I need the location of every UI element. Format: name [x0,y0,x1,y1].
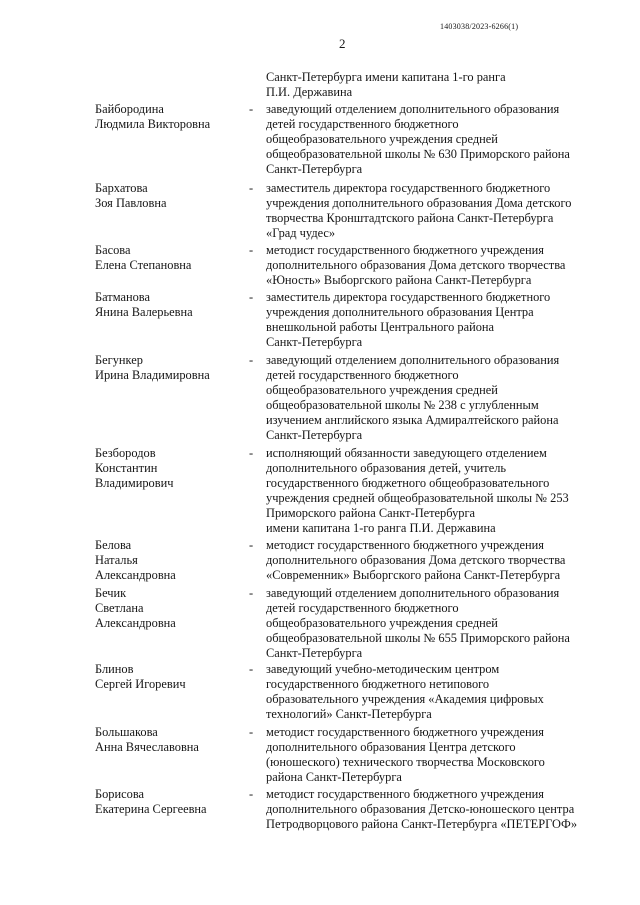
person-name: Бечик Светлана Александровна [95,586,176,630]
position-description: исполняющий обязанности заведующего отделением дополнительного образования детей, учитель государственного бюджетного общеобразовательного учреждения средней общеобразовательной школы № 253 Приморского района Санкт-Петербурга имени капитана 1-го ранга П.И. Державина [266,446,569,535]
continuation-text: Санкт-Петербурга имени капитана 1-го ранга П.И. Державина [266,70,506,99]
separator-dash: - [249,787,254,801]
person-name: Байбородина Людмила Викторовна [95,102,211,131]
separator-dash: - [249,662,254,676]
person-name: Басова Елена Степановна [95,243,192,272]
separator-dash: - [249,353,254,367]
position-description: методист государственного бюджетного учреждения дополнительного образования Центра детского (юношеского) технического творчества Московского района Санкт-Петербурга [266,725,545,784]
person-name: Бегункер Ирина Владимировна [95,353,210,382]
person-name: Борисова Екатерина Сергеевна [95,787,207,816]
position-description: заместитель директора государственного бюджетного учреждения дополнительного образования Центра внешкольной работы Центрального района Санкт-Петербурга [266,290,551,349]
separator-dash: - [249,725,254,739]
separator-dash: - [249,102,254,116]
separator-dash: - [249,243,254,257]
person-name: Бархатова Зоя Павловна [95,181,167,210]
separator-dash: - [249,290,254,304]
position-description: заместитель директора государственного бюджетного учреждения дополнительного образования Дома детского творчества Кронштадтского района Санкт-Петербурга «Град чудес» [266,181,572,240]
person-name: Батманова Янина Валерьевна [95,290,193,319]
person-name: Белова Наталья Александровна [95,538,176,582]
position-description: заведующий учебно-методическим центром государственного бюджетного нетипового образовательного учреждения «Академия цифровых технологий» Санкт-Петербурга [266,662,544,721]
position-description: заведующий отделением дополнительного образования детей государственного бюджетного общеобразовательного учреждения средней общеобразовательной школы № 655 Приморского района Санкт-Петербурга [266,586,570,660]
separator-dash: - [249,538,254,552]
separator-dash: - [249,446,254,460]
position-description: заведующий отделением дополнительного образования детей государственного бюджетного общеобразовательного учреждения средней общеобразовательной школы № 630 Приморского района Санкт-Петербурга [266,102,570,176]
position-description: заведующий отделением дополнительного образования детей государственного бюджетного общеобразовательного учреждения средней общеобразовательной школы № 238 с углубленным изучением английского языка Адмиралтейского района Санкт-Петербурга [266,353,560,442]
document-id: 1403038/2023-6266(1) [440,22,519,31]
person-name: Безбородов Константин Владимирович [95,446,174,490]
separator-dash: - [249,181,254,195]
position-description: методист государственного бюджетного учреждения дополнительного образования Дома детского творчества «Современник» Выборгского района Санкт-Петербурга [266,538,566,582]
position-description: методист государственного бюджетного учреждения дополнительного образования Детско-юношеского центра Петродворцового района Санкт-Петербурга «ПЕТЕРГОФ» [266,787,578,831]
position-description: методист государственного бюджетного учреждения дополнительного образования Дома детского творчества «Юность» Выборгского района Санкт-Петербурга [266,243,566,287]
person-name: Блинов Сергей Игоревич [95,662,186,691]
page-number: 2 [339,36,346,51]
person-name: Большакова Анна Вячеславовна [95,725,199,754]
separator-dash: - [249,586,254,600]
